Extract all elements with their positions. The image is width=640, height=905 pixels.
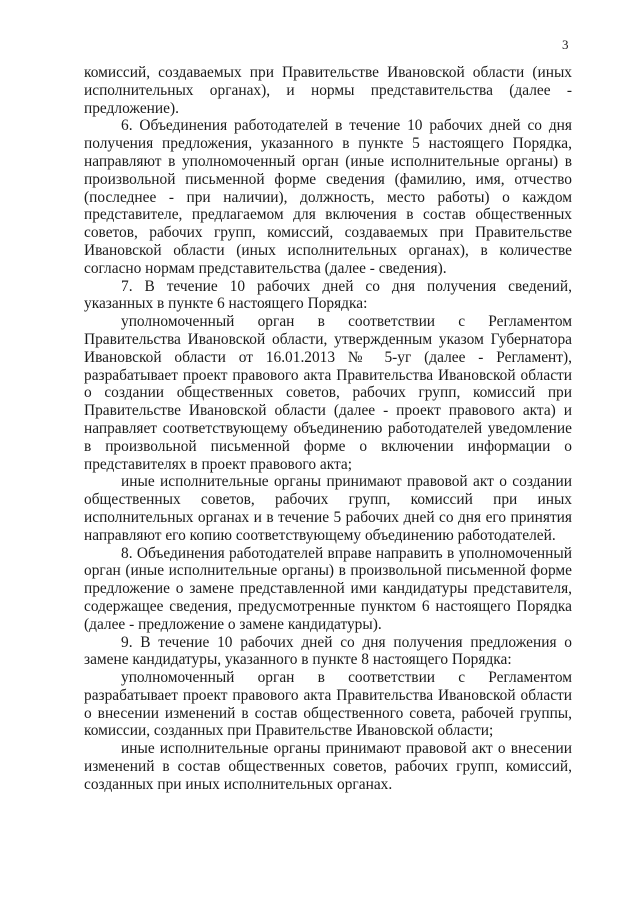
paragraph-item-9-other-bodies: иные исполнительные органы принимают правовой акт о внесении изменений в состав общественных советов, рабочих групп, комиссий, созданных при иных исполнительных органах. bbox=[84, 740, 572, 793]
document-body bbox=[84, 64, 572, 794]
paragraph-item-9-authorized-body: уполномоченный орган в соответствии с Регламентом разрабатывает проект правового акта Правительства Ивановской области о внесении изменений в состав общественного совета, рабочей группы, комиссии, созданных при Правительстве Ивановской области; bbox=[84, 669, 572, 740]
paragraph-item-7-other-bodies: иные исполнительные органы принимают правовой акт о создании общественных советов, рабочих групп, комиссий при иных исполнительных органах и в течение 5 рабочих дней со дня его принятия направляют его копию соответствующему объединению работодателей. bbox=[84, 473, 572, 544]
paragraph-item-7: 7. В течение 10 рабочих дней со дня получения сведений, указанных в пункте 6 настоящего Порядка: bbox=[84, 277, 572, 313]
paragraph-item-9: 9. В течение 10 рабочих дней со дня получения предложения о замене кандидатуры, указанного в пункте 8 настоящего Порядка: bbox=[84, 633, 572, 669]
page-number: 3 bbox=[562, 37, 569, 52]
paragraph-item-6: 6. Объединения работодателей в течение 10 рабочих дней со дня получения предложения, указанного в пункте 5 настоящего Порядка, направляют в уполномоченный орган (иные исполнительные органы) в произвольной письменной форме сведения (фамилию, имя, отчество (последнее - при наличии), должность, место работы) о каждом представителе, предлагаемом для включения в состав общественных советов, рабочих групп, комиссий, создаваемых при Правительстве Ивановской области (иных исполнительных органах), в количестве согласно нормам представительства (далее - сведения). bbox=[84, 117, 572, 277]
paragraph-item-7-authorized-body: уполномоченный орган в соответствии с Регламентом Правительства Ивановской области, утвержденным указом Губернатора Ивановской области от 16.01.2013 № 5-уг (далее - Регламент), разрабатывает проект правового акта Правительства Ивановской области о создании общественных советов, рабочих групп, комиссий при Правительстве Ивановской области (далее - проект правового акта) и направляет соответствующему объединению работодателей уведомление в произвольной письменной форме о включении информации о представителях в проект правового акта; bbox=[84, 313, 572, 473]
paragraph-item-8: 8. Объединения работодателей вправе направить в уполномоченный орган (иные исполнительные органы) в произвольной письменной форме предложение о замене представленной ими кандидатуры представителя, содержащее сведения, предусмотренные пунктом 6 настоящего Порядка (далее - предложение о замене кандидатуры). bbox=[84, 544, 572, 633]
paragraph-continuation: комиссий, создаваемых при Правительстве Ивановской области (иных исполнительных органах), и нормы представительства (далее - предложение). bbox=[84, 64, 572, 117]
